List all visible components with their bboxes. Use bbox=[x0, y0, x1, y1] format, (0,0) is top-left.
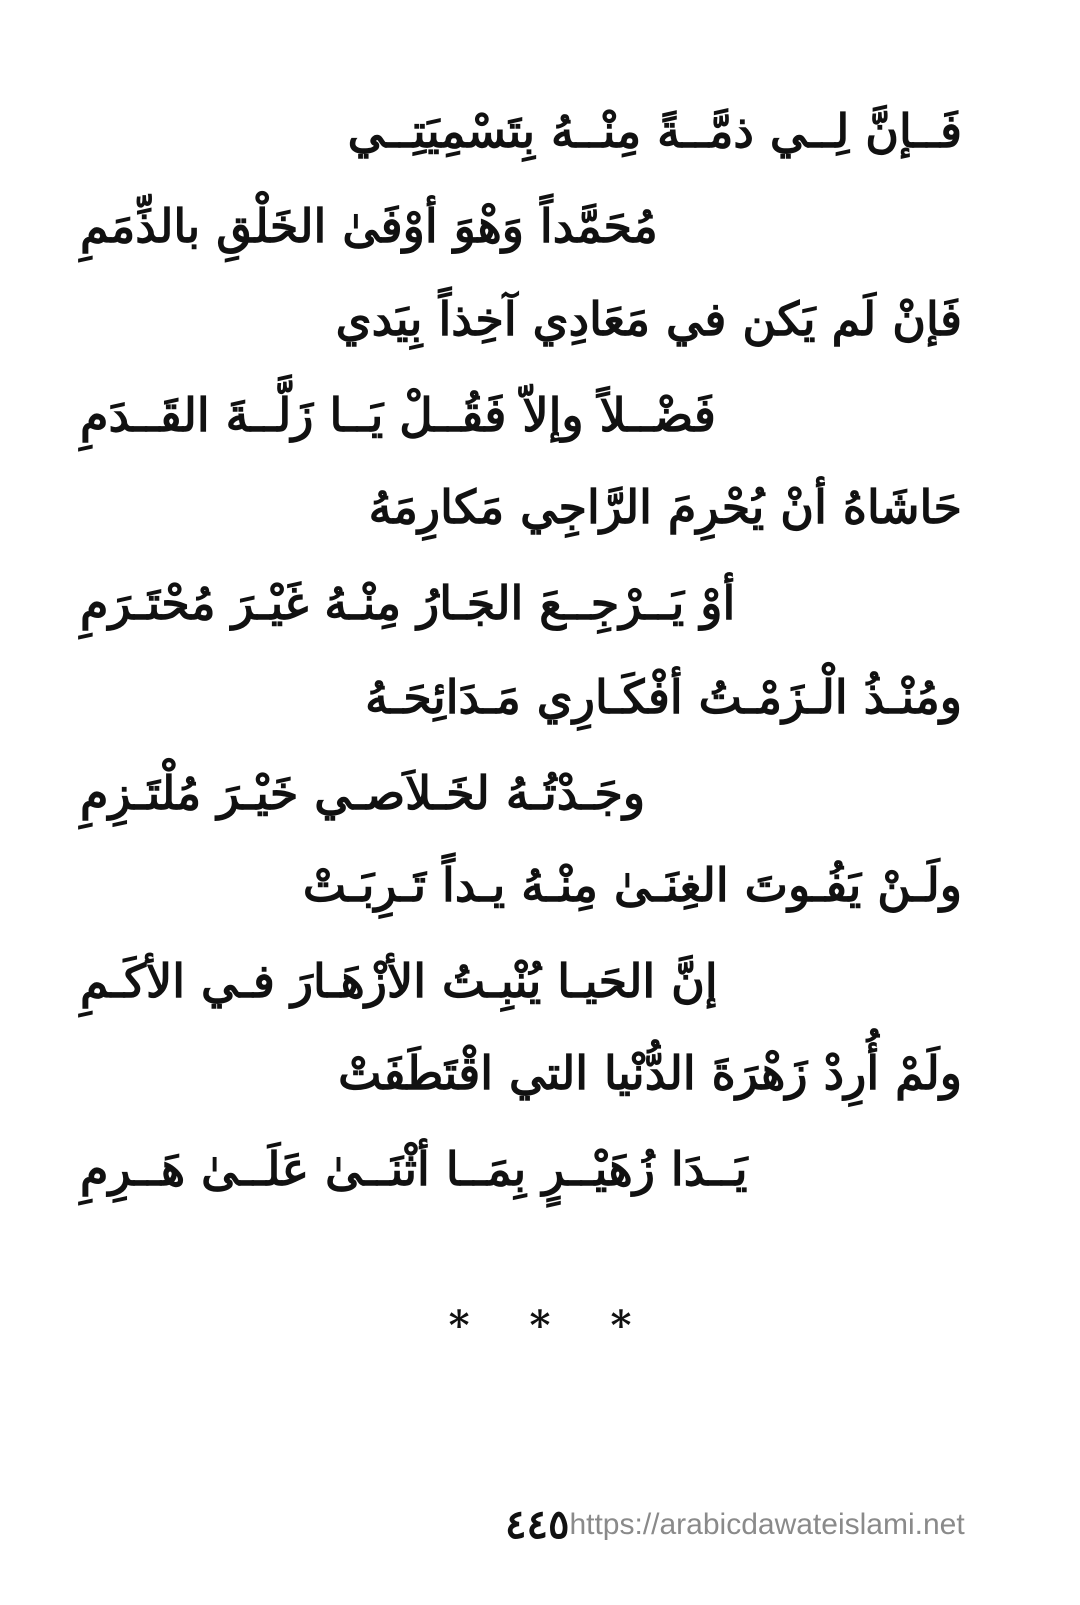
watermark-url: https://arabicdawateislami.net bbox=[569, 1508, 965, 1541]
verse-line-9: ولَـنْ يَفُـوتَ الغِنَـىٰ مِنْـهُ يـداً تَـرِبَـتْ bbox=[302, 858, 962, 912]
verse-line-3: فَإنْ لَم يَكن في مَعَادِي آخِذاً بِيَدي bbox=[335, 292, 962, 346]
page-footer bbox=[505, 1501, 965, 1548]
verse-line-6: أوْ يَــرْجِــعَ الجَـارُ مِنْـهُ غَيْـرَ مُحْتَـرَمِ bbox=[80, 576, 736, 630]
verse-line-2: مُحَمَّداً وَهْوَ أوْفَىٰ الخَلْقِ بالذِّمَمِ bbox=[80, 199, 658, 253]
verse-line-8: وجَـدْتُـهُ لخَـلاَصـي خَيْـرَ مُلْتَـزِمِ bbox=[80, 766, 646, 820]
verse-line-4: فَضْــلاً وإلاّ فَقُــلْ يَــا زَلَّــةَ القَــدَمِ bbox=[80, 388, 716, 442]
section-divider: *** bbox=[448, 1302, 692, 1349]
verse-line-11: ولَمْ أُرِدْ زَهْرَةَ الدُّنْيا التي اقْتَطَفَتْ bbox=[338, 1046, 962, 1100]
verse-line-10: إنَّ الحَيـا يُنْبِـتُ الأزْهَـارَ فـي الأكَـمِ bbox=[80, 954, 718, 1008]
verse-line-12: يَــدَا زُهَيْــرٍ بِمَــا أثْنَــىٰ عَلَــىٰ هَــرِمِ bbox=[80, 1142, 748, 1196]
verse-line-5: حَاشَاهُ أنْ يُحْرِمَ الرَّاجِي مَكارِمَهُ bbox=[368, 480, 962, 534]
page-number: ٤٤٥ bbox=[505, 1501, 570, 1548]
verse-line-7: ومُنْـذُ الْـزَمْـتُ أفْكَـارِي مَـدَائِحَـهُ bbox=[365, 670, 962, 724]
verse-line-1: فَــإنَّ لِــي ذمَّــةً مِنْــهُ بِتَسْمِيَتِــي bbox=[347, 104, 962, 158]
